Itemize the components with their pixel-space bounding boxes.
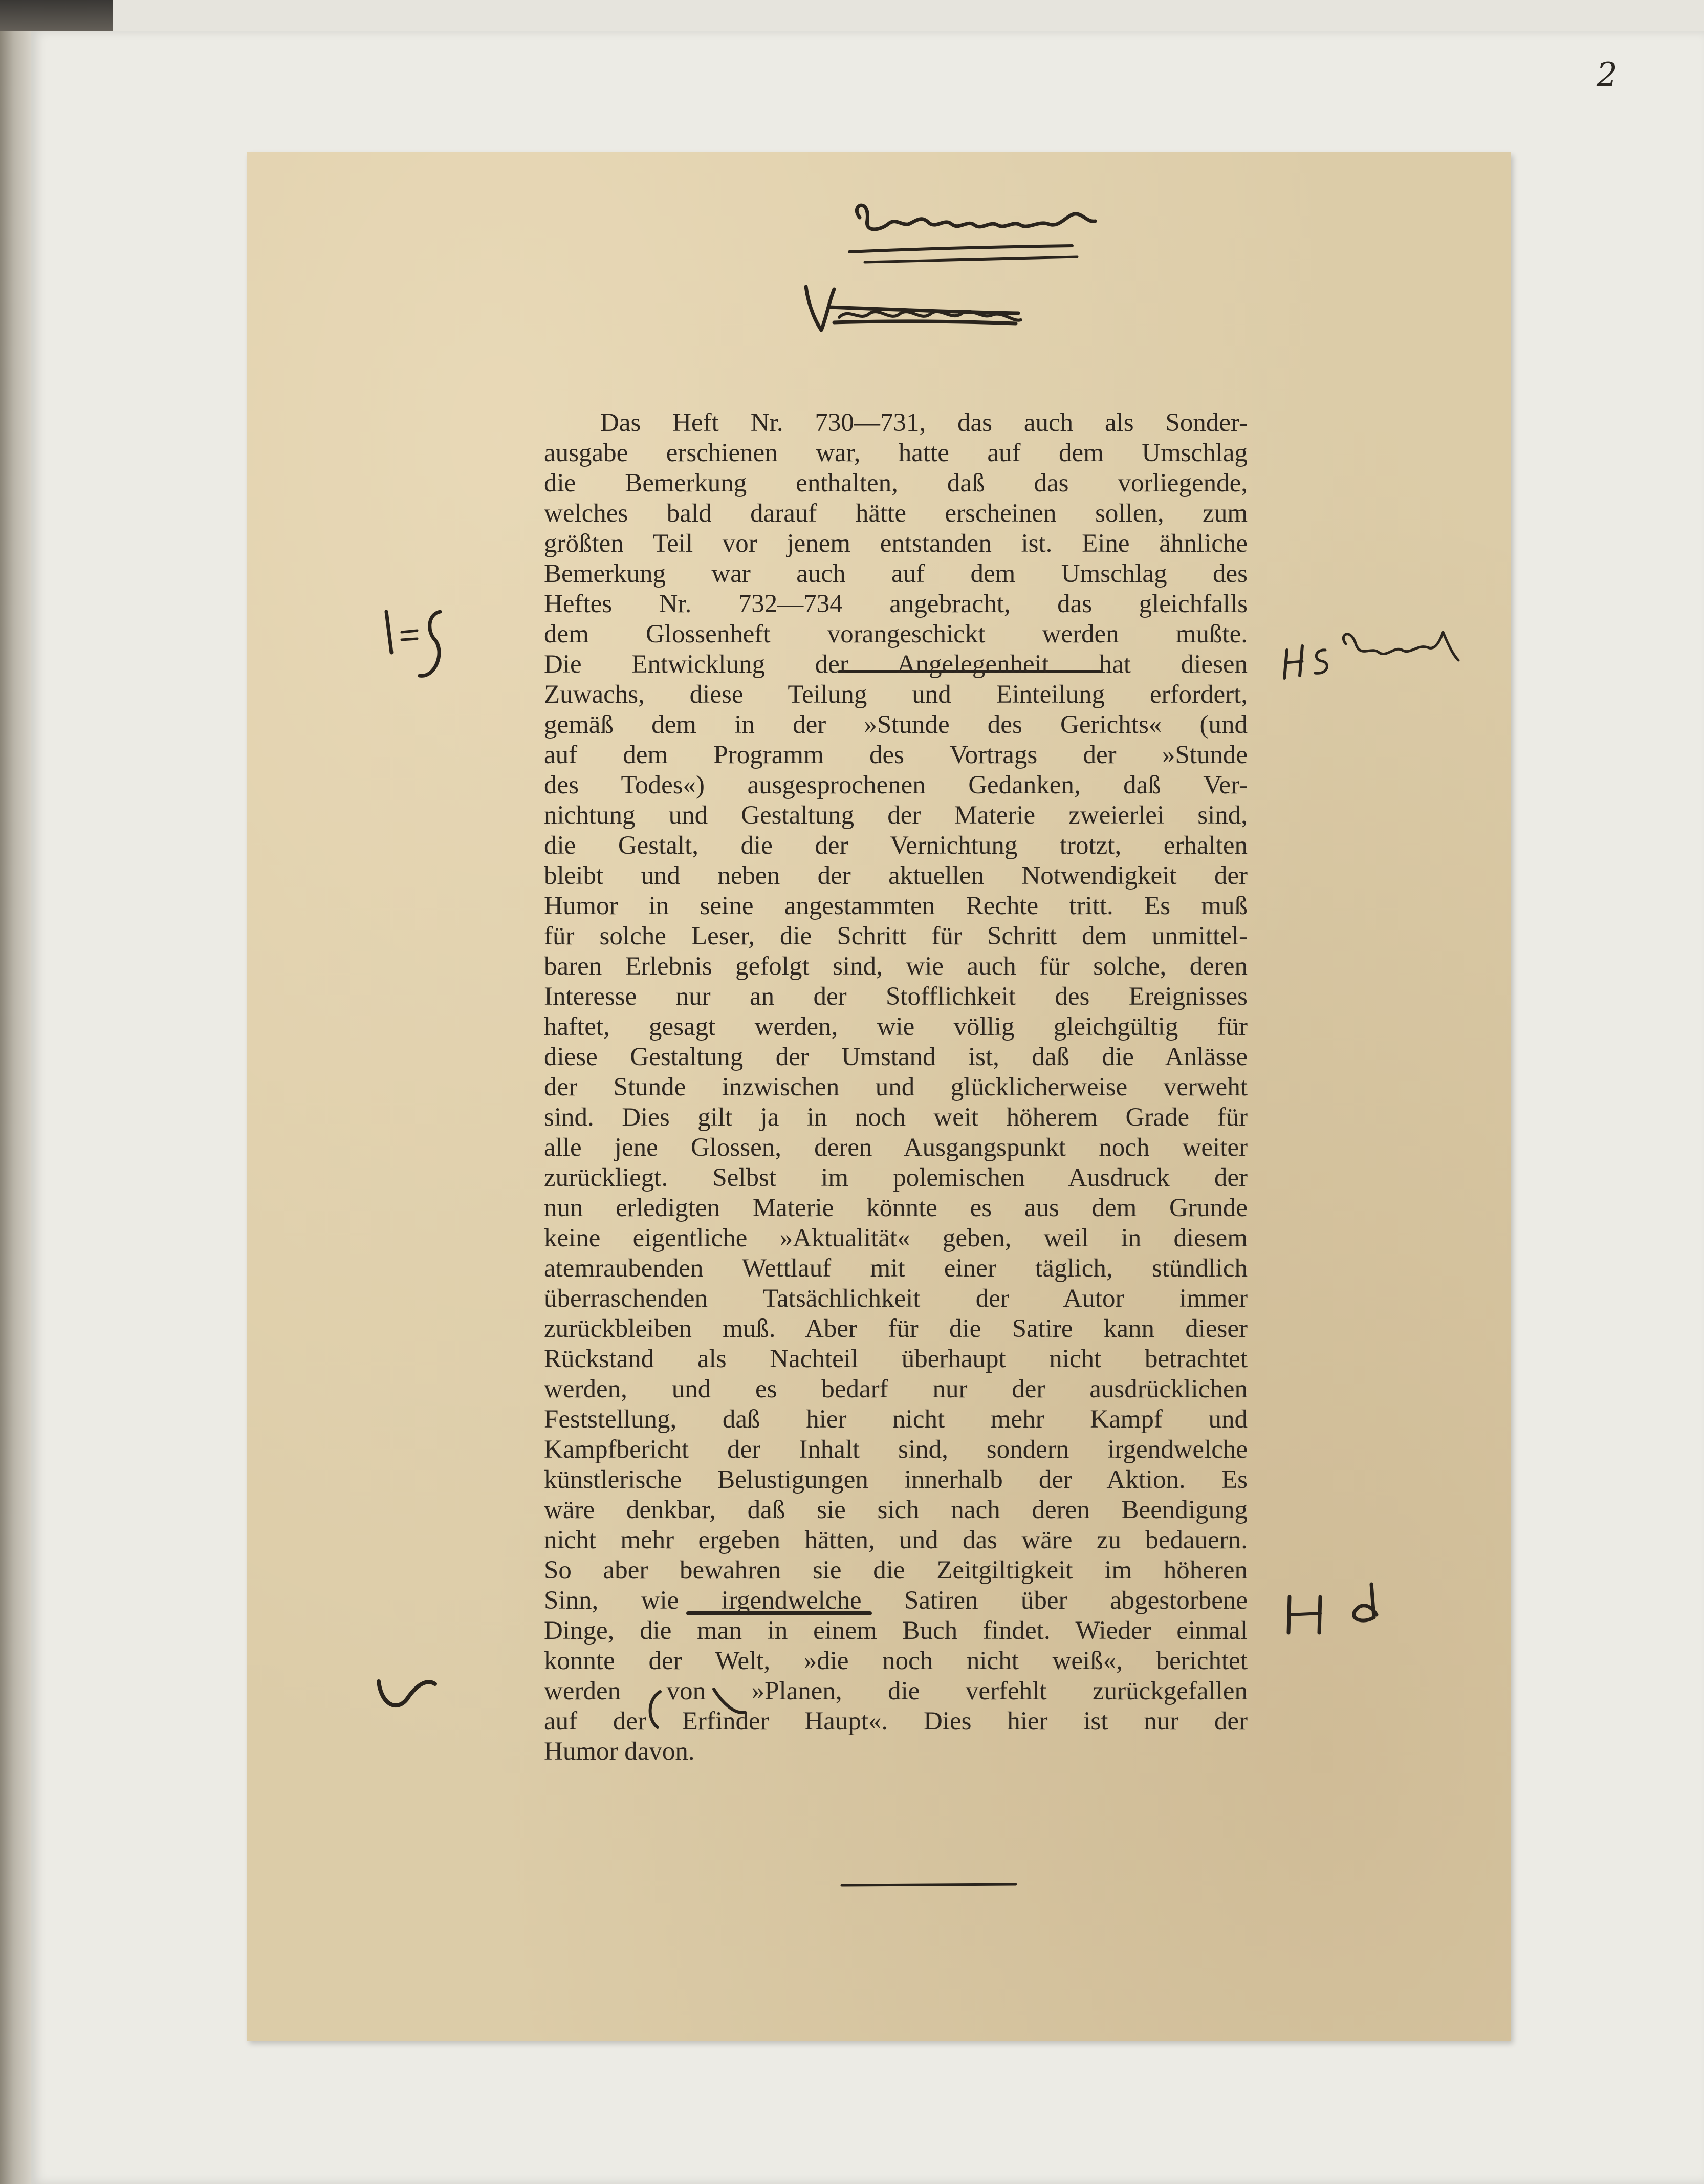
text-line: werden, und es bedarf nur der ausdrücklichen (544, 1375, 1248, 1403)
text-line: Rückstand als Nachteil überhaupt nicht betrachtet (544, 1345, 1248, 1373)
text-line: Zuwachs, diese Teilung und Einteilung erfordert, (544, 680, 1248, 709)
struck-handwritten-title (806, 287, 1021, 330)
text-line: haftet, gesagt werden, wie völlig gleichgültig für (544, 1012, 1248, 1041)
handwritten-title (849, 205, 1095, 262)
text-line: zurückliegt. Selbst im polemischen Ausdruck der (544, 1163, 1248, 1192)
text-line: nun erledigten Materie könnte es aus dem Grunde (544, 1194, 1248, 1222)
left-margin-note-1 (386, 612, 440, 676)
printed-paragraph (544, 408, 1248, 1767)
text-line: welches bald darauf hätte erscheinen sollen, zum (544, 499, 1248, 528)
text-line: Humor davon. (544, 1737, 695, 1766)
text-line: nichtung und Gestaltung der Materie zweierlei sind, (544, 801, 1248, 830)
text-line: die Gestalt, die der Vernichtung trotzt, erhalten (544, 831, 1248, 860)
text-line: gemäß dem in der »Stunde des Gerichts« (und (544, 710, 1248, 739)
text-line: Das Heft Nr. 730—731, das auch als Sonder- (600, 408, 1248, 437)
text-line: auf der Erfinder Haupt«. Dies hier ist nur der (544, 1707, 1248, 1736)
text-line: die Bemerkung enthalten, daß das vorliegende, (544, 469, 1248, 498)
text-line: sind. Dies gilt ja in noch weit höherem Grade für (544, 1103, 1248, 1132)
text-line: Heftes Nr. 732—734 angebracht, das gleichfalls (544, 590, 1248, 618)
text-line: Humor in seine angestammten Rechte tritt. Es muß (544, 892, 1248, 920)
ending-rule (842, 1884, 1016, 1885)
text-line: diese Gestaltung der Umstand ist, daß die Anlässe (544, 1043, 1248, 1071)
text-line: nicht mehr ergeben hätten, und das wäre zu bedauern. (544, 1526, 1248, 1554)
text-line: baren Erlebnis gefolgt sind, wie auch für solche, deren (544, 952, 1248, 981)
folio-number: 2 (1597, 56, 1618, 94)
text-line: werden von »Planen, die verfehlt zurückgefallen (544, 1677, 1248, 1705)
text-line: größten Teil vor jenem entstanden ist. Eine ähnliche (544, 529, 1248, 558)
text-line: Die Entwicklung der Angelegenheit hat diesen (544, 650, 1248, 679)
text-line: dem Glossenheft vorangeschickt werden mußte. (544, 620, 1248, 648)
right-margin-note-1 (1284, 632, 1458, 678)
text-line: des Todes«) ausgesprochenen Gedanken, daß Ver- (544, 771, 1248, 799)
text-line: ausgabe erschienen war, hatte auf dem Umschlag (544, 439, 1248, 467)
text-line: atemraubenden Wettlauf mit einer täglich, stündlich (544, 1254, 1248, 1283)
text-line: für solche Leser, die Schritt für Schritt dem unmittel- (544, 922, 1248, 950)
text-line: überraschenden Tatsächlichkeit der Autor immer (544, 1284, 1248, 1313)
text-line: künstlerische Belustigungen innerhalb der Aktion. Es (544, 1465, 1248, 1494)
text-line: zurückbleiben muß. Aber für die Satire kann dieser (544, 1314, 1248, 1343)
text-line: konnte der Welt, »die noch nicht weiß«, berichtet (544, 1647, 1248, 1675)
text-line: Feststellung, daß hier nicht mehr Kampf und (544, 1405, 1248, 1434)
text-line: Bemerkung war auch auf dem Umschlag des (544, 559, 1248, 588)
text-line: alle jene Glossen, deren Ausgangspunkt noch weiter (544, 1133, 1248, 1162)
text-line: wäre denkbar, daß sie sich nach deren Beendigung (544, 1496, 1248, 1524)
text-line: Dinge, die man in einem Buch findet. Wieder einmal (544, 1616, 1248, 1645)
text-line: keine eigentliche »Aktualität« geben, weil in diesem (544, 1224, 1248, 1252)
right-margin-note-2 (1288, 1584, 1377, 1633)
text-line: Interesse nur an der Stofflichkeit des Ereignisses (544, 982, 1248, 1011)
left-margin-tilde (379, 1681, 435, 1705)
text-line: So aber bewahren sie die Zeitgiltigkeit im höheren (544, 1556, 1248, 1585)
text-line: der Stunde inzwischen und glücklicherweise verweht (544, 1073, 1248, 1101)
text-line: Sinn, wie irgendwelche Satiren über abgestorbene (544, 1586, 1248, 1615)
text-line: auf dem Programm des Vortrags der »Stunde (544, 741, 1248, 769)
text-line: bleibt und neben der aktuellen Notwendigkeit der (544, 861, 1248, 890)
text-line: Kampfbericht der Inhalt sind, sondern irgendwelche (544, 1435, 1248, 1464)
